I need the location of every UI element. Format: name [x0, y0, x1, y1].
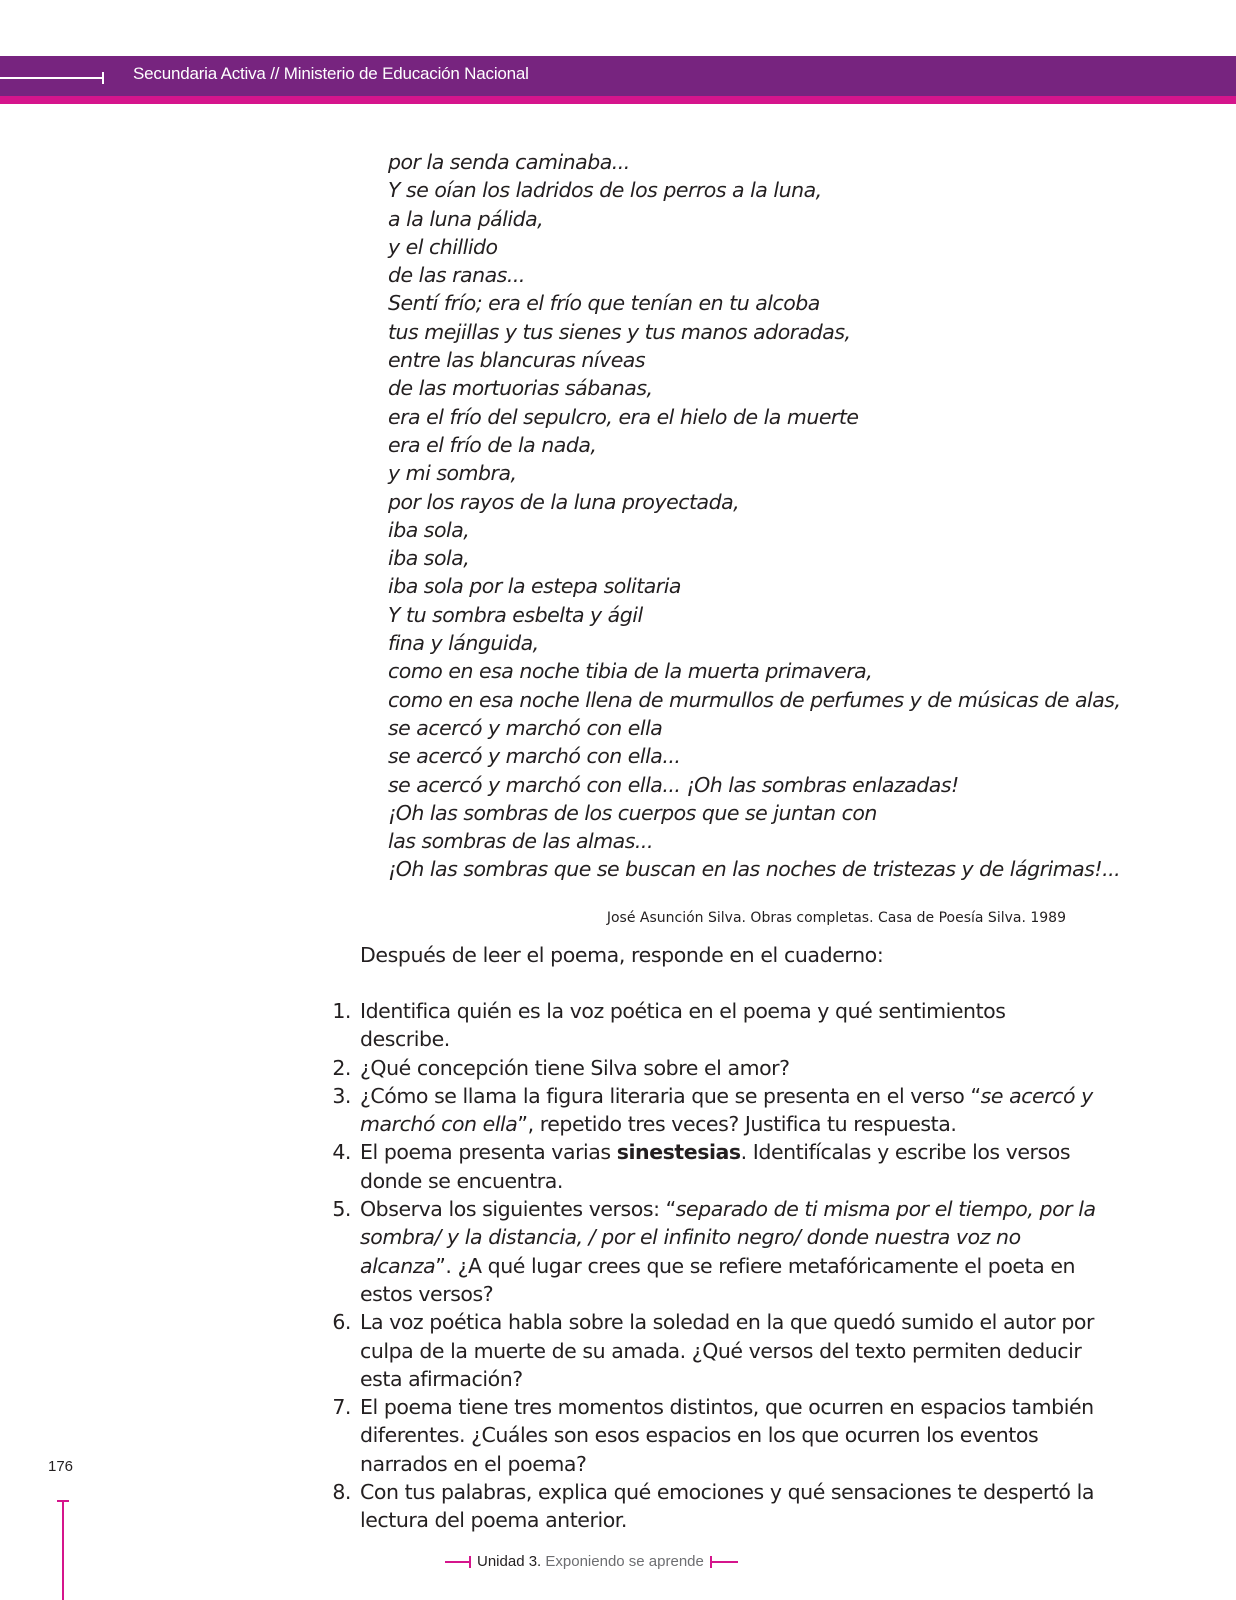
question-item: [320, 997, 1100, 1054]
header-stripe: [0, 96, 1236, 104]
question-text: [360, 1197, 1096, 1306]
footer-rule-left: [445, 1561, 471, 1563]
question-segment: Con tus palabras, explica qué emociones y qué sensaciones te despertó la lectura del poema anterior.: [360, 1480, 1094, 1533]
question-number: 2.: [332, 1055, 351, 1080]
footer: [445, 1553, 738, 1577]
poem-citation: José Asunción Silva. Obras completas. Casa de Poesía Silva. 1989: [606, 910, 1066, 926]
side-rule-tick: [57, 1500, 69, 1502]
poem-verses: [388, 148, 1121, 884]
question-quote: separado de ti misma por el tiempo, por la sombra/ y la distancia, / por el infinito negro/ donde nuestra voz no alcanza: [360, 1197, 1096, 1278]
question-number: 3.: [332, 1083, 351, 1108]
poem-line: ¡Oh las sombras que se buscan en las noches de tristezas y de lágrimas!...: [388, 857, 1121, 882]
question-segment: Observa los siguientes versos: “: [360, 1197, 676, 1222]
poem-line: ¡Oh las sombras de los cuerpos que se juntan con: [388, 800, 877, 825]
question-number: 7.: [332, 1395, 351, 1420]
question-number: 4.: [332, 1140, 351, 1165]
question-segment: . Identifícalas y escribe los versos donde se encuentra.: [360, 1140, 1071, 1193]
footer-unit-title: Exponiendo se aprende: [545, 1553, 704, 1570]
question-item: [320, 1308, 1100, 1393]
poem-line: como en esa noche llena de murmullos de perfumes y de músicas de alas,: [388, 687, 1121, 712]
header-rule: [0, 77, 104, 79]
question-text: [360, 999, 1006, 1051]
question-text: [360, 1056, 790, 1080]
question-list: [320, 997, 1100, 1535]
question-item: [320, 1393, 1100, 1478]
poem-line: entre las blancuras níveas: [388, 348, 646, 373]
poem-line: a la luna pálida,: [388, 206, 544, 231]
question-text: [360, 1310, 1094, 1391]
footer-rule-right: [710, 1561, 738, 1563]
question-segment: ¿Qué concepción tiene Silva sobre el amor?: [360, 1055, 790, 1080]
question-text: [360, 1480, 1094, 1532]
question-quote: se acercó y marchó con ella: [360, 1083, 1093, 1137]
question-text: [360, 1395, 1094, 1476]
poem-line: por los rayos de la luna proyectada,: [388, 489, 740, 514]
header-rule-tick: [102, 72, 104, 84]
side-rule: [62, 1500, 64, 1600]
poem-line: era el frío del sepulcro, era el hielo de la muerte: [388, 404, 859, 429]
poem-line: iba sola,: [388, 546, 470, 571]
poem-line: de las ranas...: [388, 263, 525, 288]
question-segment: ”. ¿A qué lugar crees que se refiere metafóricamente el poeta en estos versos?: [360, 1253, 1076, 1306]
question-number: 1.: [332, 999, 351, 1023]
question-number: 5.: [332, 1197, 351, 1222]
question-segment: Identifica quién es la voz poética en el poema y qué sentimientos describe.: [360, 999, 1006, 1052]
question-segment: ”, repetido tres veces? Justifica tu respuesta.: [517, 1112, 957, 1137]
question-text: [360, 1140, 1070, 1192]
question-item: [320, 1195, 1100, 1308]
question-segment: La voz poética habla sobre la soledad en la que quedó sumido el autor por culpa de la muerte de su amada. ¿Qué versos del texto permiten deducir esta afirmación?: [360, 1310, 1094, 1391]
question-item: [320, 1478, 1100, 1535]
activity-instruction: Después de leer el poema, responde en el cuaderno:: [360, 943, 884, 967]
poem-line: iba sola,: [388, 517, 470, 542]
question-segment: ¿Cómo se llama la figura literaria que se presenta en el verso “: [360, 1083, 981, 1108]
poem-line: por la senda caminaba...: [388, 150, 630, 174]
footer-unit: Unidad 3.: [477, 1553, 542, 1570]
poem-line: se acercó y marchó con ella: [388, 715, 663, 740]
poem-line: se acercó y marchó con ella... ¡Oh las sombras enlazadas!: [388, 772, 959, 797]
question-number: 6.: [332, 1310, 351, 1335]
question-item: [320, 1138, 1100, 1195]
question-number: 8.: [332, 1480, 351, 1505]
poem-line: iba sola por la estepa solitaria: [388, 574, 681, 599]
poem-line: era el frío de la nada,: [388, 432, 597, 457]
poem-line: Y se oían los ladridos de los perros a la luna,: [388, 178, 822, 203]
poem-line: Sentí frío; era el frío que tenían en tu alcoba: [388, 291, 820, 316]
poem-line: fina y lánguida,: [388, 631, 539, 656]
question-text: [360, 1084, 1093, 1136]
page-number: 176: [48, 1458, 74, 1475]
poem-line: de las mortuorias sábanas,: [388, 376, 653, 401]
poem-line: se acercó y marchó con ella...: [388, 744, 681, 769]
question-keyword: sinestesias: [616, 1140, 741, 1165]
poem-line: Y tu sombra esbelta y ágil: [388, 602, 643, 627]
poem-line: y el chillido: [388, 234, 498, 259]
header-title: Secundaria Activa // Ministerio de Educación Nacional: [133, 64, 529, 83]
poem-line: tus mejillas y tus sienes y tus manos adoradas,: [388, 319, 851, 344]
question-segment: El poema tiene tres momentos distintos, que ocurren en espacios también diferentes. ¿Cuáles son esos espacios en los que ocurren los eventos narrados en el poema?: [360, 1395, 1094, 1476]
question-item: [320, 1054, 1100, 1082]
poem-line: y mi sombra,: [388, 461, 517, 486]
question-segment: El poema presenta varias: [360, 1140, 617, 1165]
poem-line: las sombras de las almas...: [388, 829, 653, 854]
poem-line: como en esa noche tibia de la muerta primavera,: [388, 659, 873, 684]
question-item: [320, 1082, 1100, 1139]
